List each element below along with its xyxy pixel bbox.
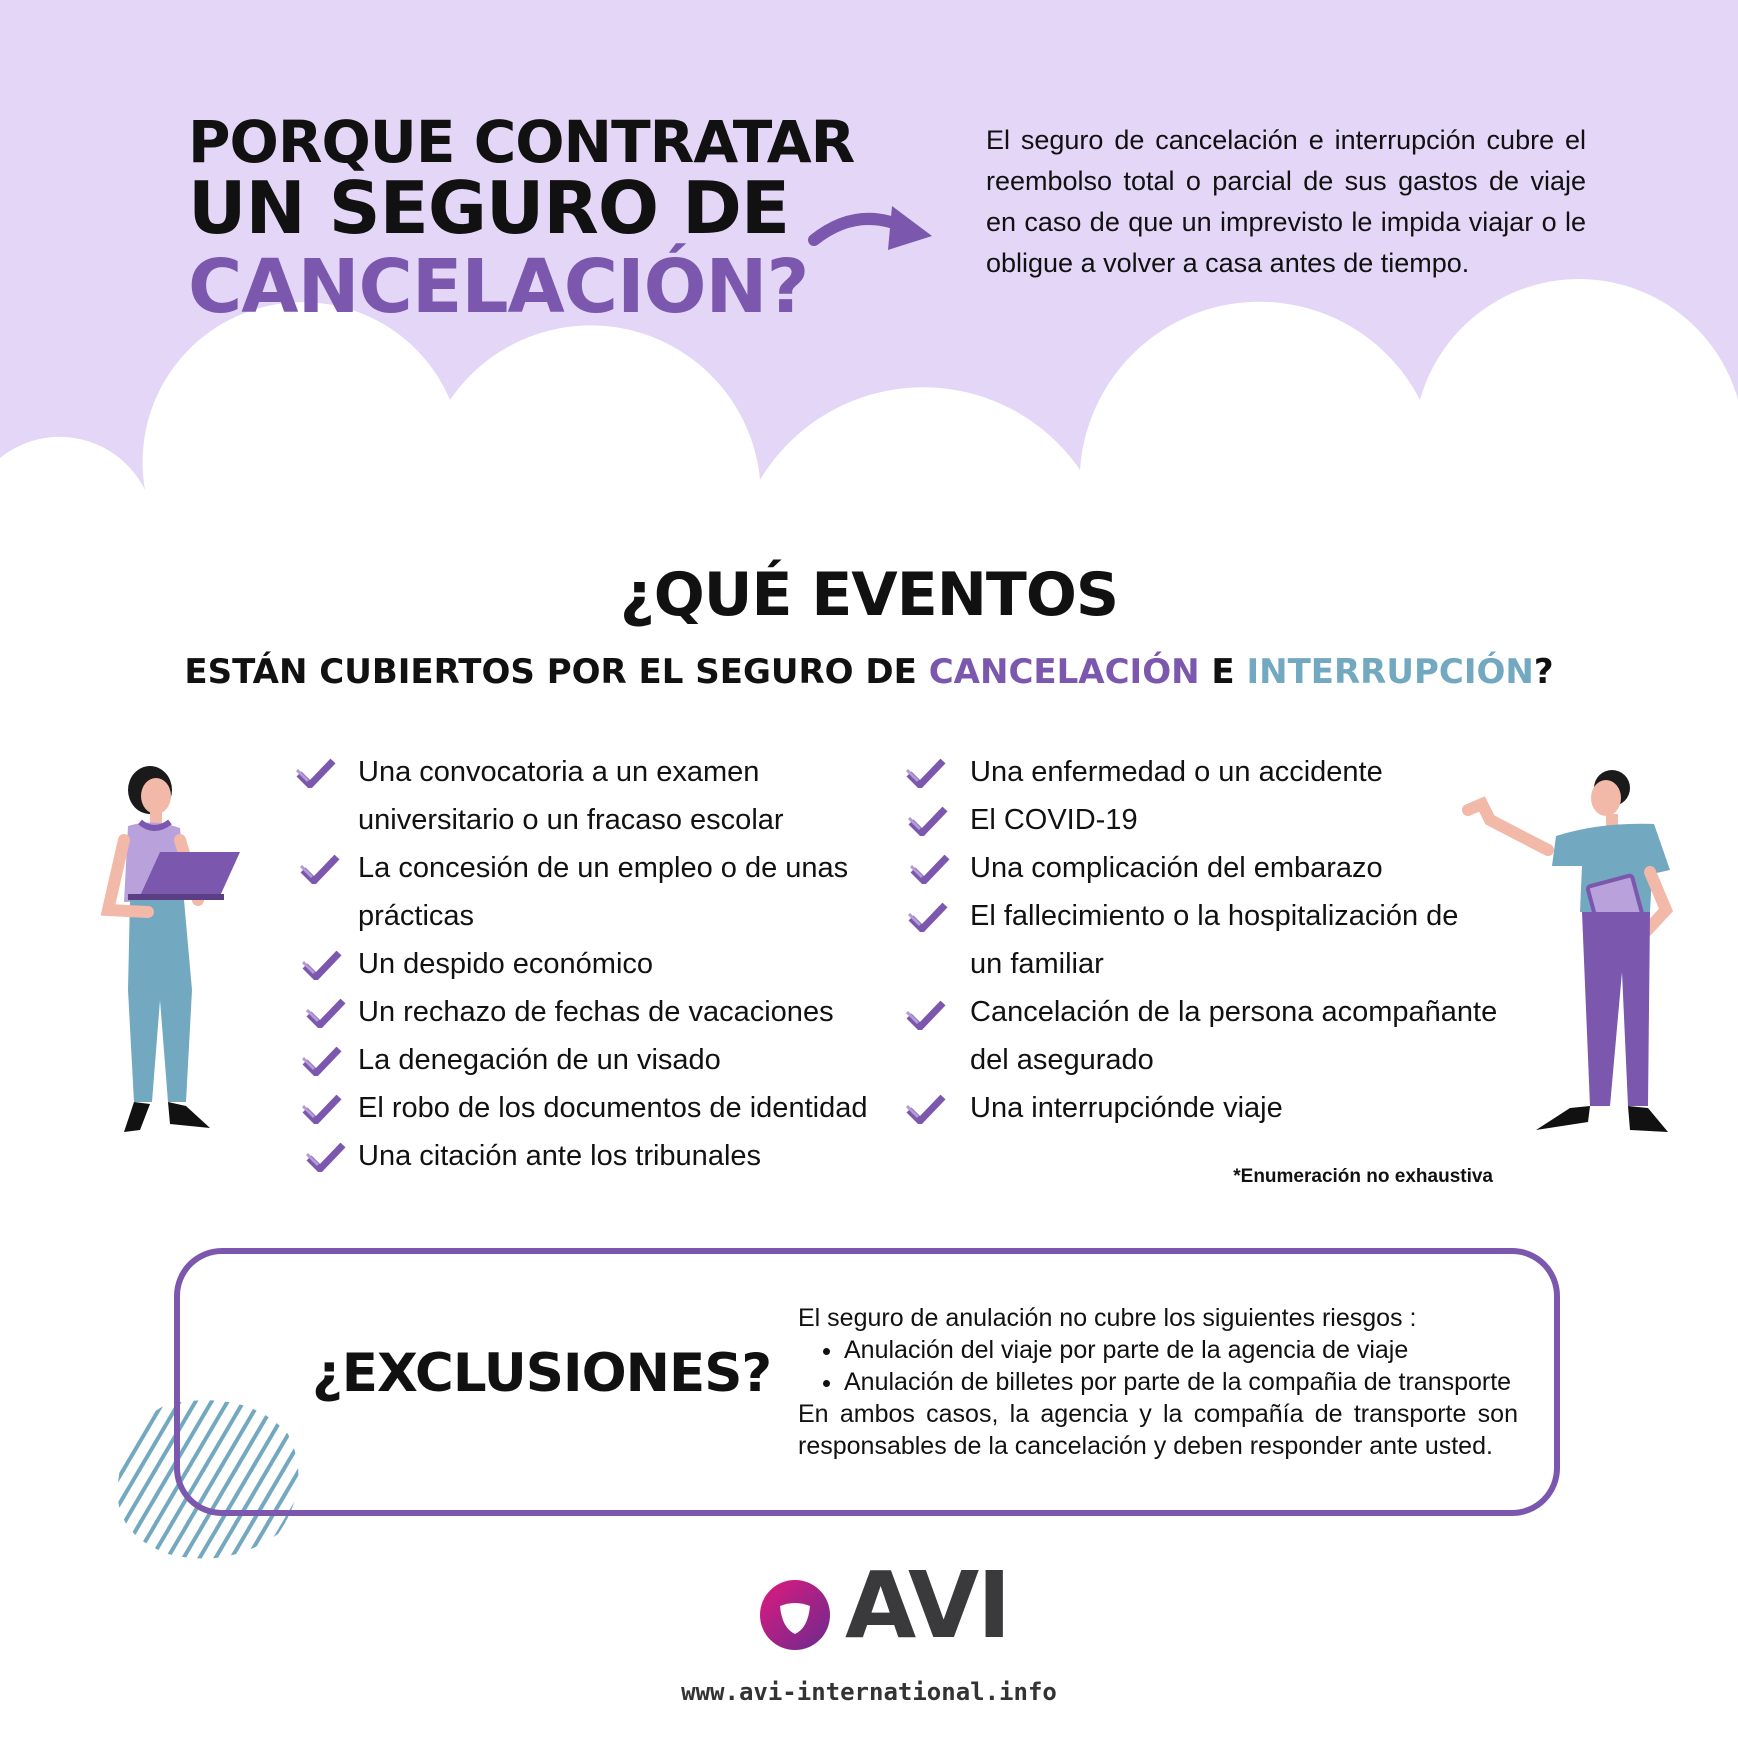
list-item: Una complicación del embarazo — [970, 852, 1383, 884]
list-item: • Anulación del viaje por parte de la agencia de viaje — [844, 1334, 1518, 1366]
brand-name: AVI — [845, 1552, 1010, 1659]
check-icon — [302, 1046, 342, 1076]
check-icon — [906, 758, 946, 788]
check-icon — [910, 854, 950, 884]
list-item: La denegación de un visado — [358, 1044, 721, 1076]
exclusions-closing: En ambos casos, la agencia y la compañía de transporte son responsables de la cancelación y deben responder ante usted. — [798, 1400, 1518, 1460]
title-line-3: CANCELACIÓN? — [188, 244, 809, 330]
list-item: El robo de los documentos de identidad — [358, 1092, 868, 1124]
check-icon — [908, 902, 948, 932]
list-item: • Anulación de billetes por parte de la compañia de transporte — [844, 1366, 1518, 1398]
check-icon — [306, 1142, 346, 1172]
man-with-clipboard-illustration — [1460, 762, 1680, 1142]
website-link[interactable]: www.avi-international.info — [681, 1678, 1057, 1706]
events-heading: ¿QUÉ EVENTOS — [619, 560, 1119, 630]
list-item: Una convocatoria a un examen universitario o un fracaso escolar — [358, 756, 784, 836]
list-item: Una interrupciónde viaje — [970, 1092, 1283, 1124]
subheading-interrupt: INTERRUPCIÓN — [1246, 652, 1534, 692]
events-subheading: ESTÁN CUBIERTOS POR EL SEGURO DE CANCELACIÓN E INTERRUPCIÓN? — [184, 652, 1554, 692]
exclusions-heading: ¿EXCLUSIONES? — [312, 1343, 772, 1404]
intro-paragraph: El seguro de cancelación e interrupción cubre el reembolso total o parcial de sus gastos de viaje en caso de que un imprevisto le impida viajar o le obligue a volver a casa antes de tiempo. — [986, 125, 1586, 278]
check-icon — [302, 950, 342, 980]
exclusions-intro: El seguro de anulación no cubre los siguientes riesgos : — [798, 1304, 1417, 1332]
check-icon — [306, 998, 346, 1028]
list-item: El COVID-19 — [970, 804, 1138, 836]
list-item: Un despido económico — [358, 948, 654, 980]
list-item: Una citación ante los tribunales — [358, 1140, 762, 1172]
subheading-cancel: CANCELACIÓN — [928, 652, 1200, 692]
woman-with-laptop-illustration — [88, 760, 258, 1140]
list-item: Una enfermedad o un accidente — [970, 756, 1383, 788]
arrow-right-icon — [808, 200, 938, 260]
avi-logo-icon — [758, 1578, 832, 1652]
check-icon — [300, 854, 340, 884]
check-icon — [302, 1094, 342, 1124]
non-exhaustive-note: *Enumeración no exhaustiva — [1233, 1166, 1493, 1187]
title-line-2: UN SEGURO DE — [188, 166, 790, 250]
exclusions-content — [798, 1302, 1518, 1462]
list-item: El fallecimiento o la hospitalización de un familiar — [970, 900, 1459, 980]
list-item: Cancelación de la persona acompañante del asegurado — [970, 996, 1498, 1076]
check-icon — [906, 1000, 946, 1030]
list-item: Un rechazo de fechas de vacaciones — [358, 996, 834, 1028]
check-icon — [296, 758, 336, 788]
check-icon — [908, 806, 948, 836]
check-icon — [906, 1094, 946, 1124]
title-line-1: PORQUE CONTRATAR — [188, 108, 855, 176]
list-item: La concesión de un empleo o de unas prácticas — [358, 852, 849, 932]
